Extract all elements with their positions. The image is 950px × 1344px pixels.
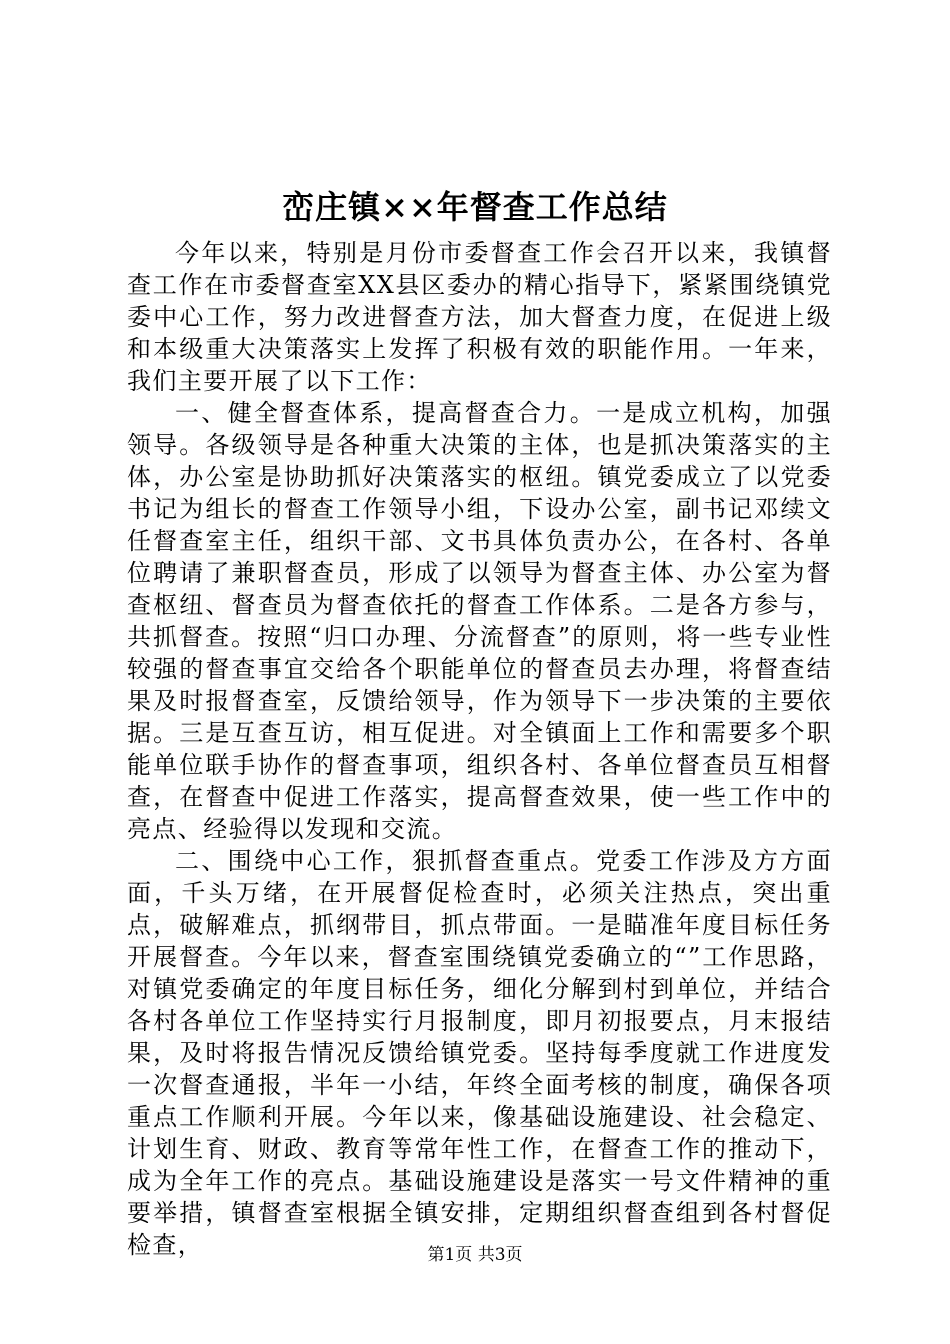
- paragraph-intro: 今年以来，特别是月份市委督查工作会召开以来，我镇督查工作在市委督查室XX县区委办的精心指导下，紧紧围绕镇党委中心工作，努力改进督查方法，加大督查力度，在促进上级和本级重大决策落实上发挥了积极有效的职能作用。一年来，我们主要开展了以下工作：: [127, 239, 832, 395]
- document-body: [127, 237, 832, 1261]
- document-title: 峦庄镇××年督查工作总结: [282, 188, 668, 226]
- paragraph-section-2: 二、围绕中心工作，狠抓督查重点。党委工作涉及方方面面，千头万绪，在开展督促检查时，必须关注热点，突出重点，破解难点，抓纲带目，抓点带面。一是瞄准年度目标任务开展督查。今年以来，督查室围绕镇党委确立的“”工作思路，对镇党委确定的年度目标任务，细化分解到村到单位，并结合各村各单位工作坚持实行月报制度，即月初报要点，月末报结果，及时将报告情况反馈给镇党委。坚持每季度就工作进度发一次督查通报，半年一小结，年终全面考核的制度，确保各项重点工作顺利开展。今年以来，像基础设施建设、社会稳定、计划生育、财政、教育等常年性工作，在督查工作的推动下，成为全年工作的亮点。基础设施建设是落实一号文件精神的重要举措，镇督查室根据全镇安排，定期组织督查组到各村督促检查，: [127, 847, 832, 1259]
- page-footer: 第1页 共3页: [427, 1245, 523, 1265]
- paragraph-section-1: 一、健全督查体系，提高督查合力。一是成立机构，加强领导。各级领导是各种重大决策的主体，也是抓决策落实的主体，办公室是协助抓好决策落实的枢纽。镇党委成立了以党委书记为组长的督查工作领导小组，下设办公室，副书记邓续文任督查室主任，组织干部、文书具体负责办公，在各村、各单位聘请了兼职督查员，形成了以领导为督查主体、办公室为督查枢纽、督查员为督查依托的督查工作体系。二是各方参与，共抓督查。按照“归口办理、分流督查”的原则，将一些专业性较强的督查事宜交给各个职能单位的督查员去办理，将督查结果及时报督查室，反馈给领导，作为领导下一步决策的主要依据。三是互查互访，相互促进。对全镇面上工作和需要多个职能单位联手协作的督查事项，组织各村、各单位督查员互相督查，在督查中促进工作落实，提高督查效果，使一些工作中的亮点、经验得以发现和交流。: [127, 399, 832, 843]
